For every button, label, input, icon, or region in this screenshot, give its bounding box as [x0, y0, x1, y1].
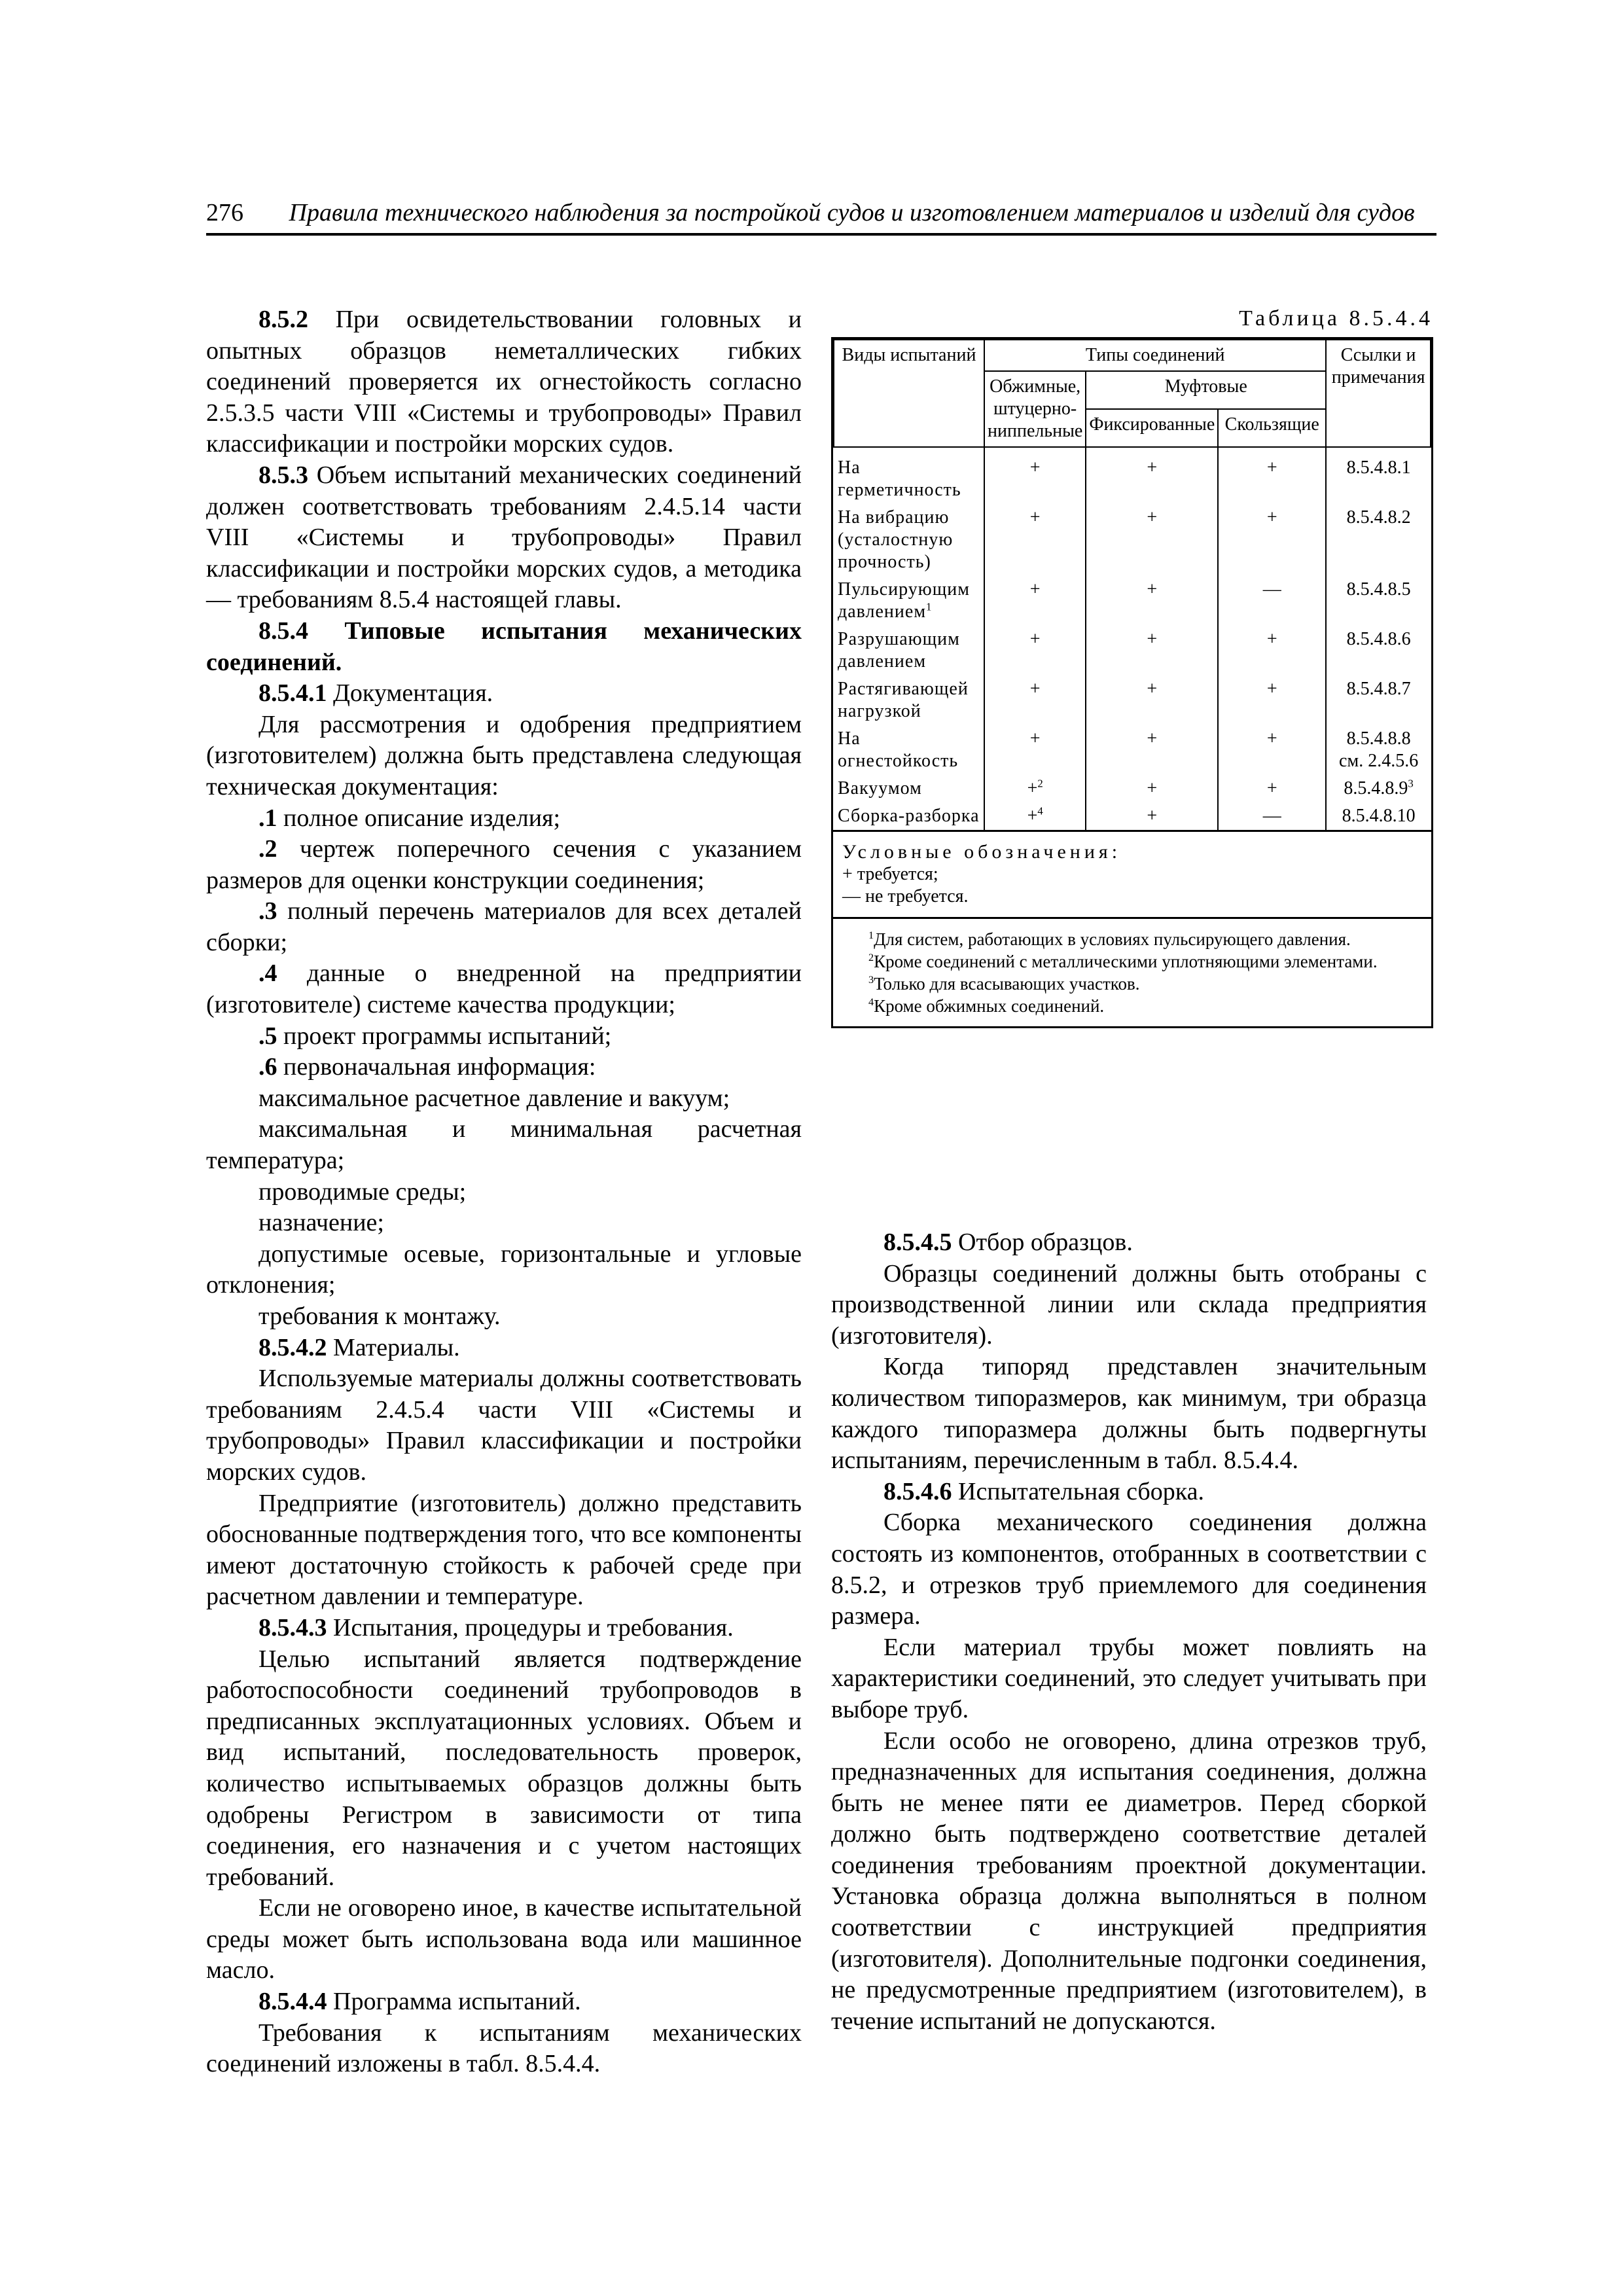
page-number: 276: [206, 199, 243, 226]
footnote: $^3$Только для всасывающих участков.: [868, 974, 1140, 994]
paragraph: Образцы соединений должны быть отобраны с производственной линии или склада предприятия (изготовителя).: [831, 1259, 1427, 1350]
table-row: На вибрацию (усталостную прочность) + + + 8.5.4.8.2: [834, 504, 1431, 576]
legend-plus: + требуется;: [842, 864, 938, 884]
info-line: требования к монтажу.: [259, 1302, 501, 1330]
right-column: [831, 1227, 1427, 2037]
info-line: максимальное расчетное давление и вакуум;: [259, 1084, 730, 1112]
col-header-kinds: Виды испытаний: [834, 340, 984, 447]
subsection-heading: 8.5.4.6 Испытательная сборка.: [883, 1477, 1204, 1505]
list-item: .3 полный перечень материалов для всех деталей сборки;: [206, 897, 802, 956]
page-header: [206, 196, 1436, 236]
section-heading: 8.5.4 Типовые испытания механических соединений.: [206, 617, 802, 676]
subsection-heading: 8.5.4.3 Испытания, процедуры и требования.: [259, 1613, 734, 1641]
running-title: Правила технического наблюдения за постройкой судов и изготовлением материалов и изделий для судов: [289, 199, 1415, 226]
info-line: максимальная и минимальная расчетная температура;: [206, 1115, 802, 1175]
footnote: $^1$Для систем, работающих в условиях пульсирующего давления.: [868, 929, 1351, 949]
left-column: [206, 304, 802, 2080]
subsection-heading: 8.5.4.2 Материалы.: [259, 1333, 460, 1361]
table-8-5-4-4: [831, 337, 1433, 1028]
table-footnotes: [833, 917, 1431, 1026]
col-header-sleeve: Муфтовые: [1086, 371, 1326, 409]
table-row: Сборка-разборка +$^4$ + — 8.5.4.8.10: [834, 802, 1431, 830]
paragraph: Если материал трубы может повлиять на характеристики соединений, это следует учитывать при выборе труб.: [831, 1633, 1427, 1723]
table-row: Пульсирующим давлением$^1$ + + — 8.5.4.8.5: [834, 576, 1431, 626]
table-row: На герметичность + + + 8.5.4.8.1: [834, 447, 1431, 504]
footnote: $^2$Кроме соединений с металлическими уплотняющими элементами.: [868, 952, 1378, 971]
table-row: Растягивающей нагрузкой + + + 8.5.4.8.7: [834, 675, 1431, 725]
col-header-crimp: Обжимные, штуцерно-ниппельные: [984, 371, 1086, 447]
table-legend: [833, 830, 1431, 917]
paragraph: Когда типоряд представлен значительным количеством типоразмеров, как минимум, три образца каждого типоразмера должны быть подвергнуты испытаниям, перечисленным в табл. 8.5.4.4.: [831, 1353, 1427, 1475]
col-header-refs: Ссылки и примечания: [1326, 340, 1431, 447]
table-row: На огнестойкость + + + 8.5.4.8.8 см. 2.4.5.6: [834, 725, 1431, 775]
paragraph: Требования к испытаниям механических соединений изложены в табл. 8.5.4.4.: [206, 2018, 802, 2078]
paragraph: Для рассмотрения и одобрения предприятием (изготовителем) должна быть представлена следующая техническая документация:: [206, 710, 802, 800]
subsection-heading: 8.5.4.5 Отбор образцов.: [883, 1229, 1133, 1256]
list-item: .2 чертеж поперечного сечения с указанием размеров для оценки конструкции соединения;: [206, 835, 802, 894]
paragraph: 8.5.3 Объем испытаний механических соединений должен соответствовать требованиям 2.4.5.14 части VIII «Системы и трубопроводы» Правил классификации и постройки морских судов, а методика — требованиям 8.5.4 настоящей главы.: [206, 461, 802, 614]
subsection-heading: 8.5.4.4 Программа испытаний.: [259, 1988, 581, 2016]
paragraph: Используемые материалы должны соответствовать требованиям 2.4.5.4 части VIII «Системы и трубопроводы» Правил классификации и постройки морских судов.: [206, 1365, 802, 1486]
legend-title: Условные обозначения:: [842, 841, 1122, 863]
table-caption: Таблица 8.5.4.4: [1239, 306, 1433, 331]
paragraph: 8.5.2 При освидетельствовании головных и опытных образцов неметаллических гибких соединений проверяется их огнестойкость согласно 2.5.3.5 части VIII «Системы и трубопроводы» Правил классификации и постройки морских судов.: [206, 306, 802, 458]
paragraph: Сборка механического соединения должна состоять из компонентов, отобранных в соответствии с 8.5.2, и отрезков труб приемлемого для соединения размера.: [831, 1509, 1427, 1630]
table-row: Вакуумом +$^2$ + + 8.5.4.8.9$^3$: [834, 775, 1431, 802]
list-item: .6 первоначальная информация:: [259, 1053, 596, 1081]
footnote: $^4$Кроме обжимных соединений.: [868, 996, 1105, 1016]
col-header-types: Типы соединений: [984, 340, 1326, 371]
paragraph: Целью испытаний является подтверждение работоспособности соединений трубопроводов в предписанных эксплуатационных условиях. Объем и вид испытаний, последовательность проверок, количество испытываемых образцов должны быть одобрены Регистром в зависимости от типа соединения, его назначения и с учетом настоящих требований.: [206, 1645, 802, 1891]
subsection-heading: 8.5.4.1 Документация.: [259, 679, 493, 708]
list-item: .5 проект программы испытаний;: [259, 1022, 612, 1050]
list-item: .1 полное описание изделия;: [259, 804, 561, 832]
paragraph: Предприятие (изготовитель) должно представить обоснованные подтверждения того, что все компоненты имеют достаточную стойкость к рабочей среде при расчетном давлении и температуре.: [206, 1489, 802, 1611]
info-line: проводимые среды;: [259, 1177, 467, 1206]
list-item: .4 данные о внедренной на предприятии (изготовителе) системе качества продукции;: [206, 960, 802, 1019]
table-row: Разрушающим давлением + + + 8.5.4.8.6: [834, 626, 1431, 675]
paragraph: Если особо не оговорено, длина отрезков труб, предназначенных для испытания соединения, должна быть не менее пяти ее диаметров. Перед сборкой должно быть подтверждено соответствие деталей соединения требованиям проектной документации. Установка образца должна выполняться в полном соответствии с инструкцией предприятия (изготовителя). Дополнительные подгонки соединения, не предусмотренные предприятием (изготовителем), в течение испытаний не допускаются.: [831, 1727, 1427, 2035]
col-header-fixed: Фиксированные: [1086, 409, 1218, 447]
legend-dash: — не требуется.: [842, 886, 969, 906]
col-header-sliding: Скользящие: [1218, 409, 1326, 447]
info-line: допустимые осевые, горизонтальные и угловые отклонения;: [206, 1240, 802, 1299]
test-table: [833, 339, 1431, 830]
paragraph: Если не оговорено иное, в качестве испытательной среды может быть использована вода или машинное масло.: [206, 1894, 802, 1984]
info-line: назначение;: [259, 1209, 384, 1237]
